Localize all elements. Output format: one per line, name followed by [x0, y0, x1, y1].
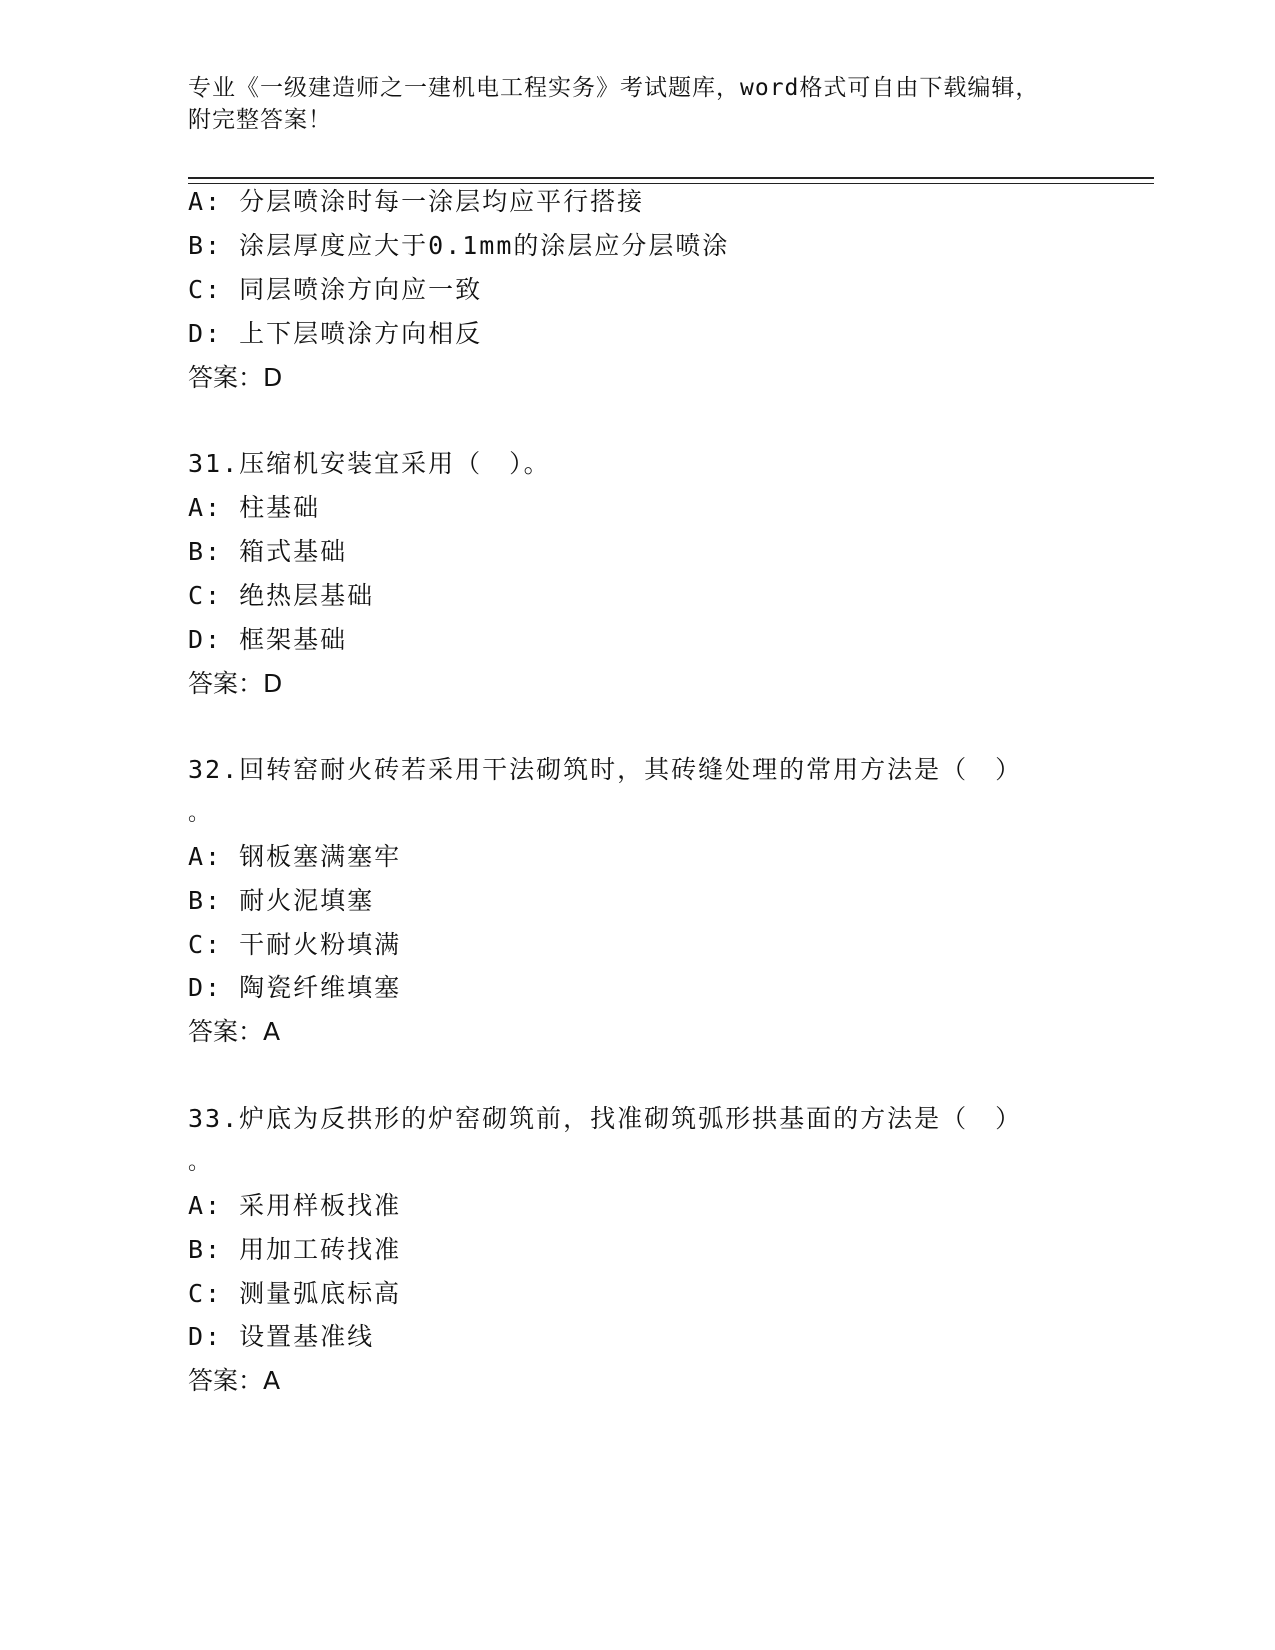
q32-option-a: A: 钢板塞满塞牢 — [188, 842, 402, 871]
q32-option-b: B: 耐火泥填塞 — [188, 886, 375, 915]
q31-question: 31.压缩机安装宜采用（ ）。 — [188, 449, 551, 478]
q32-question-continuation: 。 — [188, 801, 213, 826]
q33-question: 33.炉底为反拱形的炉窑砌筑前，找准砌筑弧形拱基面的方法是（ ） — [188, 1104, 1023, 1133]
q30-option-c: C: 同层喷涂方向应一致 — [188, 275, 483, 304]
q30-option-d: D: 上下层喷涂方向相反 — [188, 319, 483, 348]
q33-question-continuation: 。 — [188, 1150, 213, 1175]
q30-option-a: A: 分层喷涂时每一涂层均应平行搭接 — [188, 187, 645, 216]
header-line-1: 专业《一级建造师之一建机电工程实务》考试题库，word格式可自由下载编辑， — [188, 75, 1040, 101]
q32-answer: 答案：A — [188, 1017, 281, 1046]
q30-option-b: B: 涂层厚度应大于0.1mm的涂层应分层喷涂 — [188, 231, 730, 260]
q33-option-d: D: 设置基准线 — [188, 1322, 375, 1351]
q33-answer: 答案：A — [188, 1366, 281, 1395]
q33-option-a: A: 采用样板找准 — [188, 1191, 402, 1220]
document-header — [188, 72, 1088, 136]
q31-option-d: D: 框架基础 — [188, 625, 348, 654]
q32-option-c: C: 干耐火粉填满 — [188, 930, 402, 959]
q31-option-a: A: 柱基础 — [188, 493, 321, 522]
q30-answer: 答案：D — [188, 363, 283, 392]
q31-option-b: B: 箱式基础 — [188, 537, 348, 566]
q33-option-b: B: 用加工砖找准 — [188, 1235, 402, 1264]
header-divider-thick — [188, 177, 1154, 179]
header-line-2: 附完整答案！ — [188, 107, 332, 133]
q31-option-c: C: 绝热层基础 — [188, 581, 375, 610]
q32-question: 32.回转窑耐火砖若采用干法砌筑时，其砖缝处理的常用方法是（ ） — [188, 755, 1023, 784]
header-divider-thin — [188, 183, 1154, 184]
q33-option-c: C: 测量弧底标高 — [188, 1279, 402, 1308]
q31-answer: 答案：D — [188, 669, 283, 698]
q32-option-d: D: 陶瓷纤维填塞 — [188, 973, 402, 1002]
